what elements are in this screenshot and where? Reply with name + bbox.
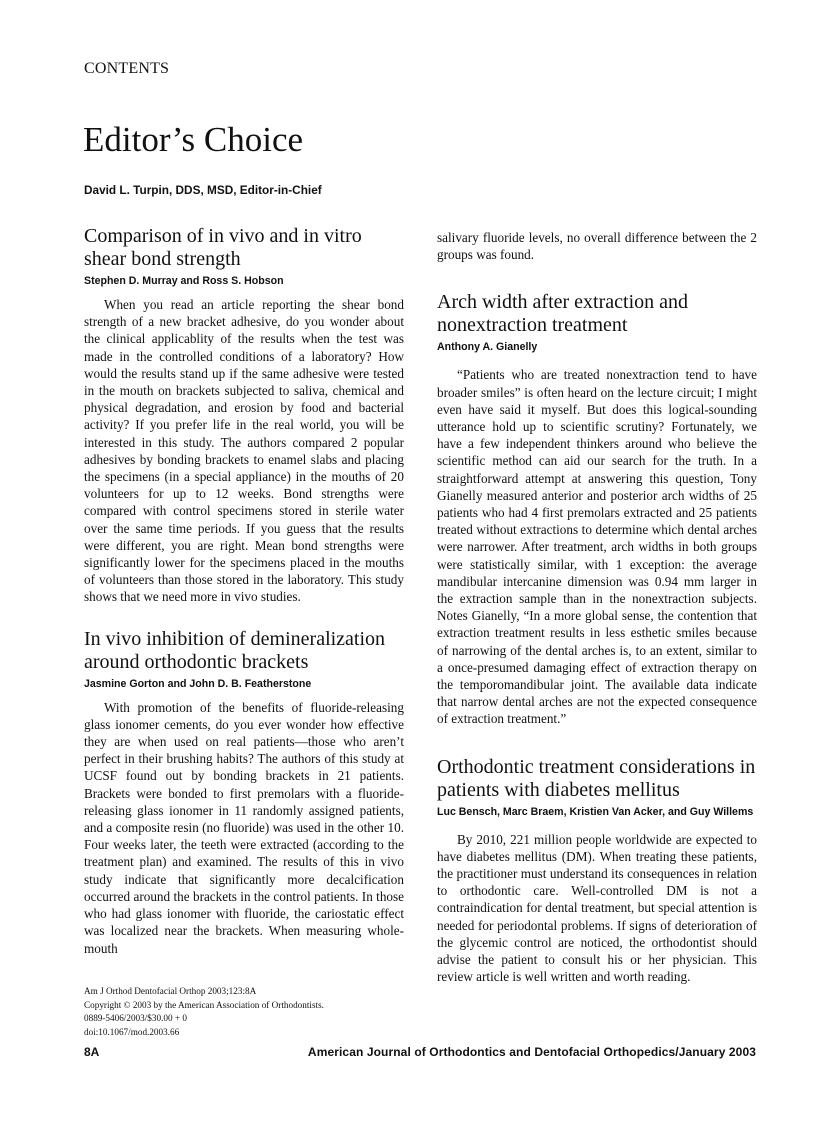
article-demineralization [84,628,404,957]
article-title: Comparison of in vivo and in vitro shear bond strength [84,225,362,270]
left-column [84,225,404,957]
article-authors: Stephen D. Murray and Ross S. Hobson [84,275,284,287]
citation-issn: 0889-5406/2003/$30.00 + 0 [84,1013,187,1023]
right-column [437,229,757,986]
section-label: CONTENTS [84,60,170,77]
citation-block [84,985,324,1039]
article-title: Arch width after extraction and nonextraction treatment [437,291,689,337]
article-body: “Patients who are treated nonextraction tend to have broader smiles” is often heard on the lecture circuit; I might even have said it myself. But does this logical-sounding utterance hold up to scientific scrutiny? Fortunately, we have a few independent thinkers around who believe the scientific method can aid our search for the truth. In a straightforward attempt at answering this question, Tony Gianelly measured anterior and posterior arch widths of 25 patients who had 4 first premolars extracted and 25 patients treated without extractions to determine which dental arches were narrower. After treatment, arch widths in both groups were statistically similar, with 1 exception: the average mandibular intercanine dimension was 0.94 mm larger in the extraction sample than in the nonextraction subjects. Notes Gianelly, “In a more global sense, the contention that extraction treatment results in less esthetic smiles because of narrowing of the dental arches is, to an extent, similar to a once-presumed damaging effect of extraction therapy on the temporomandibular joint. The available data indicate that narrow dental arches are not the expected consequence of extraction treatment.” [437,367,757,727]
page-number: 8A [84,1045,100,1059]
article-shear-bond [84,225,404,606]
article-body-continued: salivary fluoride levels, no overall difference between the 2 groups was found. [437,230,757,263]
article-title: In vivo inhibition of demineralization around orthodontic brackets [84,627,386,673]
article-title: Orthodontic treatment considerations in patients with diabetes mellitus [437,755,756,801]
article-authors: Jasmine Gorton and John D. B. Featherstone [84,677,312,690]
article-arch-width [437,291,757,727]
article-body: When you read an article reporting the shear bond strength of a new bracket adhesive, do you wonder about the clinical applicablity of the results when the test was made in the controlled conditions of a laboratory? How would the results stand up if the same adhesive were tested in the mouth on brackets subjected to saliva, chemical and physical degradation, and erosion by food and bacterial activity? If you prefer life in the real world, you will be interested in this study. The authors compared 2 popular adhesives by bonding brackets to enamel slabs and placing the specimens (in a special appliance) in the mouths of 20 volunteers for up to 12 weeks. Bond strengths were compared with control specimens stored in sterile water over the same time periods. If you guess that the results were different, you are right. Mean bond strengths were significantly lower for the specimens placed in the mouths of volunteers than those stored in the laboratory. This study shows that we need more in vivo studies. [84,297,404,605]
page-title: Editor’s Choice [83,120,304,159]
editor-byline: David L. Turpin, DDS, MSD, Editor-in-Chief [84,183,322,197]
article-authors: Luc Bensch, Marc Braem, Kristien Van Acker, and Guy Willems [437,805,754,818]
article-authors: Anthony A. Gianelly [437,341,538,354]
article-body: With promotion of the benefits of fluoride-releasing glass ionomer cements, do you ever wonder how effective they are when used on real patients—those who aren’t perfect in their brushing habits? The authors of this study at UCSF found out by bonding brackets in 21 patients. Brackets were bonded to first premolars with a fluoride-releasing glass ionomer in 11 randomly assigned patients, and a composite resin (no fluoride) was used in the other 10. Four weeks later, the teeth were extracted (according to the treatment plan) and examined. The results of this in vivo study indicate that significantly more decalcification occurred around the brackets in the control patients. In those who had glass ionomer with fluoride, the cariostatic effect was localized near the brackets. When measuring whole-mouth [84,699,404,956]
article-diabetes [437,756,757,986]
citation-doi: doi:10.1067/mod.2003.66 [84,1026,180,1037]
article-body: By 2010, 221 million people worldwide are expected to have diabetes mellitus (DM). When treating these patients, the practitioner must understand its consequences in relation to orthodontic care. Well-controlled DM is not a contraindication for dental treatment, but special attention is needed for periodontal problems. If signs of deterioration of the glycemic control are noticed, the orthodontist should advise the patient to consult his or her physician. This review article is well written and worth reading. [437,831,757,985]
citation-reference: Am J Orthod Dentofacial Orthop 2003;123:8A [84,986,257,996]
citation-copyright: Copyright © 2003 by the American Association of Orthodontists. [84,999,324,1010]
journal-name: American Journal of Orthodontics and Dentofacial Orthopedics/January 2003 [307,1045,756,1059]
